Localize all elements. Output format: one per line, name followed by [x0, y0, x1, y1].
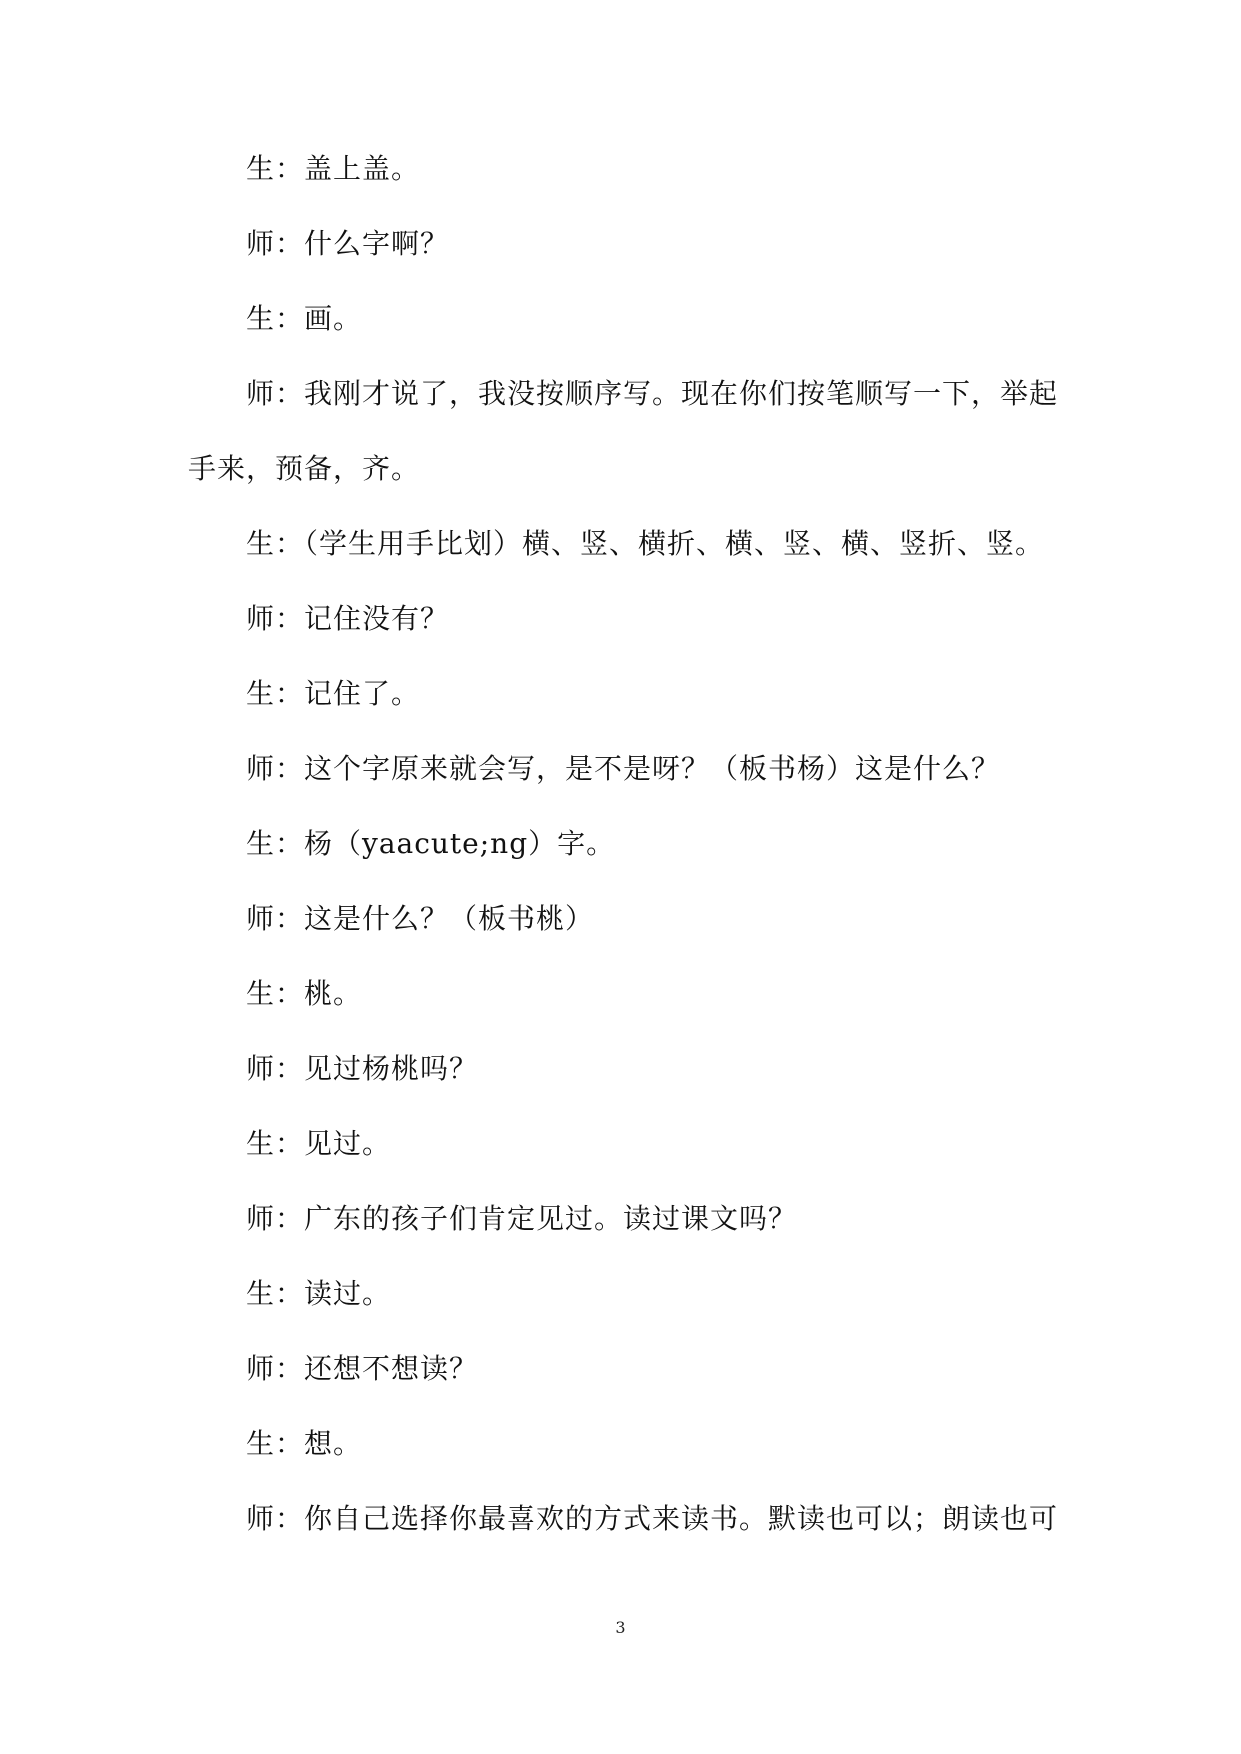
dialogue-line: 师：见过杨桃吗？ — [246, 1052, 479, 1085]
dialogue-line-continuation: 手来，预备，齐。 — [188, 452, 421, 485]
dialogue-line: 师：这个字原来就会写，是不是呀？（板书杨）这是什么？ — [246, 752, 1001, 785]
dialogue-line: 生：桃。 — [246, 977, 363, 1010]
dialogue-line: 师：广东的孩子们肯定见过。读过课文吗？ — [246, 1202, 798, 1235]
dialogue-line: 师：还想不想读？ — [246, 1352, 479, 1385]
dialogue-line: 生：记住了。 — [246, 677, 421, 710]
dialogue-line: 生：盖上盖。 — [246, 152, 421, 185]
dialogue-line: 师：记住没有？ — [246, 602, 450, 635]
dialogue-line: 生：见过。 — [246, 1127, 392, 1160]
dialogue-line: 生：（学生用手比划）横、竖、横折、横、竖、横、竖折、竖。 — [246, 527, 1045, 560]
dialogue-line: 师：我刚才说了，我没按顺序写。现在你们按笔顺写一下，举起 — [246, 377, 1059, 410]
dialogue-line: 生：画。 — [246, 302, 363, 335]
dialogue-line: 师：你自己选择你最喜欢的方式来读书。默读也可以；朗读也可 — [246, 1502, 1059, 1535]
dialogue-line: 生：想。 — [246, 1427, 363, 1460]
dialogue-line: 生：杨（yaacute;ng）字。 — [246, 827, 616, 860]
page-number: 3 — [615, 1618, 626, 1637]
dialogue-line: 师：什么字啊？ — [246, 227, 450, 260]
dialogue-line: 师：这是什么？（板书桃） — [246, 902, 595, 935]
dialogue-line: 生：读过。 — [246, 1277, 392, 1310]
